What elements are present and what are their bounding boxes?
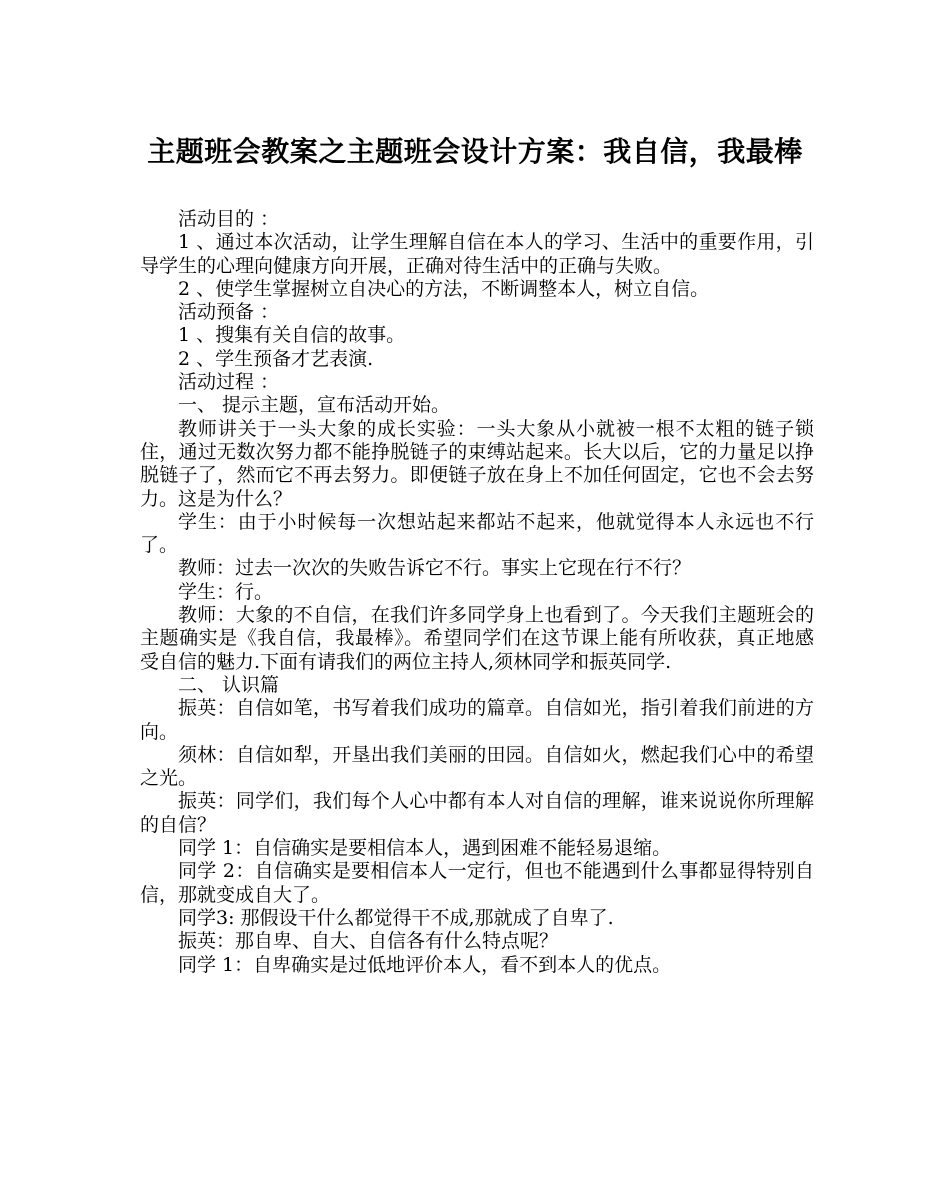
paragraph: 振英：同学们，我们每个人心中都有本人对自信的理解，谁来说说你所理解的自信？: [140, 790, 814, 836]
paragraph: 活动过程 ：: [178, 371, 280, 394]
paragraph: 同学3: 那假设干什么都觉得干不成,那就成了自卑了.: [178, 906, 614, 929]
paragraph: 同学 1：自信确实是要相信本人，遇到困难不能轻易退缩。: [178, 837, 672, 860]
paragraph: 1 、搜集有关自信的故事。: [178, 324, 406, 347]
paragraph: 活动目的 ：: [178, 208, 280, 230]
paragraph: 须林：自信如犁，开垦出我们美丽的田园。自信如火，燃起我们心中的希望之光。: [140, 743, 814, 790]
paragraph: 同学 1：自卑确实是过低地评价本人，看不到本人的优点。: [178, 953, 672, 976]
paragraph: 教师讲关于一头大象的成长实验：一头大象从小就被一根不太粗的链子锁住，通过无数次努力都不能挣脱链子的束缚站起来。长大以后，它的力量足以挣脱链子了，然而它不再去努力。即便链子放在身上不加任何固定，它也不会去努力。这是为什么？: [140, 417, 814, 510]
paragraph: 二、 认识篇: [178, 673, 280, 696]
document-title: 主题班会教案之主题班会设计方案：我自信，我最棒: [147, 135, 803, 168]
paragraph: 2 、学生预备才艺表演.: [178, 347, 374, 370]
paragraph: 学生：行。: [178, 580, 274, 603]
paragraph: 教师：大象的不自信，在我们许多同学身上也看到了。今天我们主题班会的主题确实是《我自信，我最棒》。希望同学们在这节课上能有所收获，真正地感受自信的魅力.下面有请我们的两位主持人,须林同学和振英同学.: [140, 604, 814, 673]
paragraph: 一、 提示主题，宣布活动开始。: [178, 394, 451, 417]
paragraph: 活动预备 ：: [178, 301, 280, 324]
paragraph: 1 、通过本次活动，让学生理解自信在本人的学习、生活中的重要作用，引导学生的心理向健康方向开展，正确对待生活中的正确与失败。: [140, 231, 814, 277]
document-body: [140, 208, 814, 977]
paragraph: 教师：过去一次次的失败告诉它不行。事实上它现在行不行？: [178, 557, 692, 580]
paragraph: 振英：那自卑、自大、自信各有什么特点呢？: [178, 930, 559, 953]
paragraph: 振英：自信如笔，书写着我们成功的篇章。自信如光，指引着我们前进的方向。: [140, 697, 814, 743]
paragraph: 2 、使学生掌握树立自决心的方法，不断调整本人，树立自信。: [178, 277, 710, 300]
paragraph: 学生：由于小时候每一次想站起来都站不起来，他就觉得本人永远也不行了。: [140, 510, 814, 557]
paragraph: 同学 2：自信确实是要相信本人一定行，但也不能遇到什么事都显得特别自信，那就变成自大了。: [140, 860, 814, 906]
